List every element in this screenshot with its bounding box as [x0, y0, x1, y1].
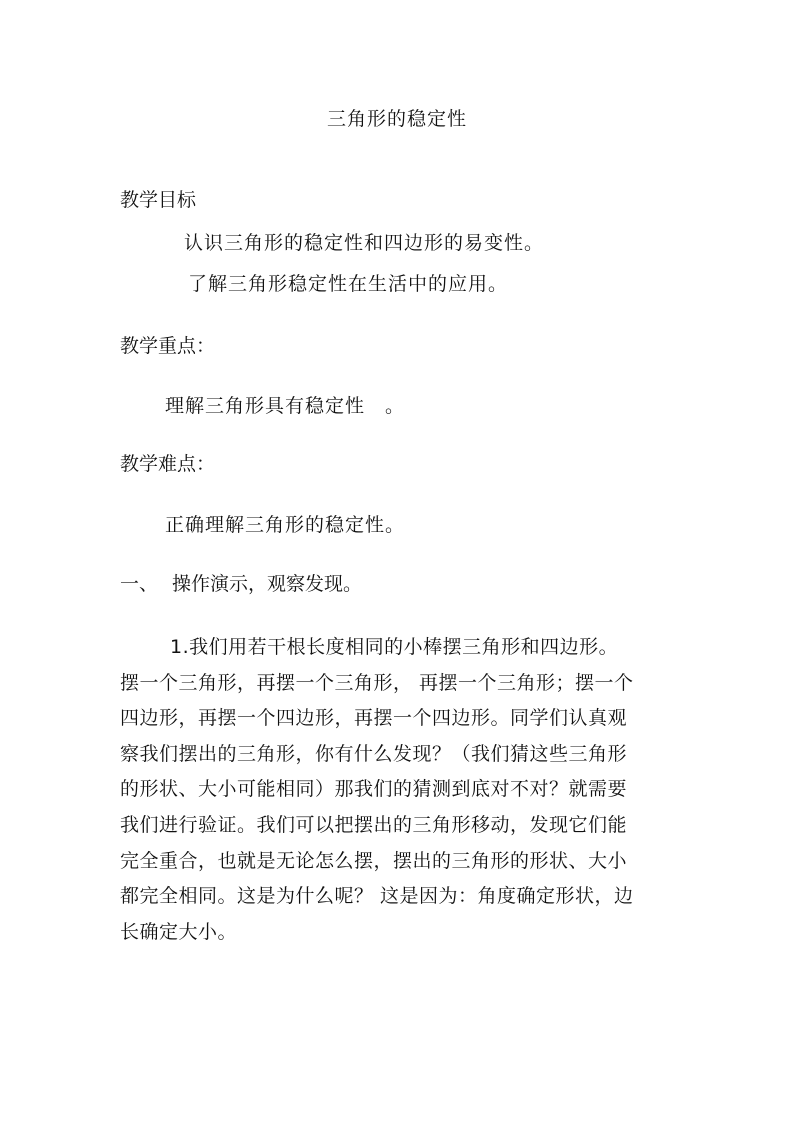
paragraph-line: 完全重合，也就是无论怎么摆，摆出的三角形的形状、大小 — [120, 849, 628, 872]
paragraph-line: 摆一个三角形，再摆一个三角形， 再摆一个三角形；摆一个 — [120, 671, 634, 694]
paragraph-line: 我们进行验证。我们可以把摆出的三角形移动，发现它们能 — [120, 813, 628, 836]
teaching-goals-heading: 教学目标 — [120, 189, 197, 211]
section-title: 操作演示，观察发现。 — [172, 573, 363, 595]
paragraph-line: 的形状、大小可能相同）那我们的猜测到底对不对？就需要 — [120, 778, 628, 801]
section-paragraph — [120, 630, 680, 950]
key-points-text: 理解三角形具有稳定性 。 — [165, 395, 406, 417]
paragraph-line: 察我们摆出的三角形，你有什么发现？（我们猜这些三角形 — [120, 742, 628, 765]
section-heading — [120, 571, 362, 597]
section-number: 一、 — [120, 573, 159, 595]
key-points-heading: 教学重点： — [120, 335, 216, 357]
paragraph-line: 长确定大小。 — [120, 920, 238, 943]
paragraph-line: 都完全相同。这是为什么呢？ 这是因为：角度确定形状，边 — [120, 885, 634, 908]
teaching-goal-item: 认识三角形的稳定性和四边形的易变性。 — [184, 232, 545, 254]
difficulties-heading: 教学难点： — [120, 453, 216, 475]
paragraph-line: 1.我们用若干根长度相同的小棒摆三角形和四边形。 — [170, 636, 619, 658]
teaching-goal-item: 了解三角形稳定性在生活中的应用。 — [188, 273, 509, 295]
document-title: 三角形的稳定性 — [326, 108, 467, 130]
difficulties-text: 正确理解三角形的稳定性。 — [165, 514, 406, 536]
paragraph-line: 四边形，再摆一个四边形，再摆一个四边形。同学们认真观 — [120, 707, 628, 730]
